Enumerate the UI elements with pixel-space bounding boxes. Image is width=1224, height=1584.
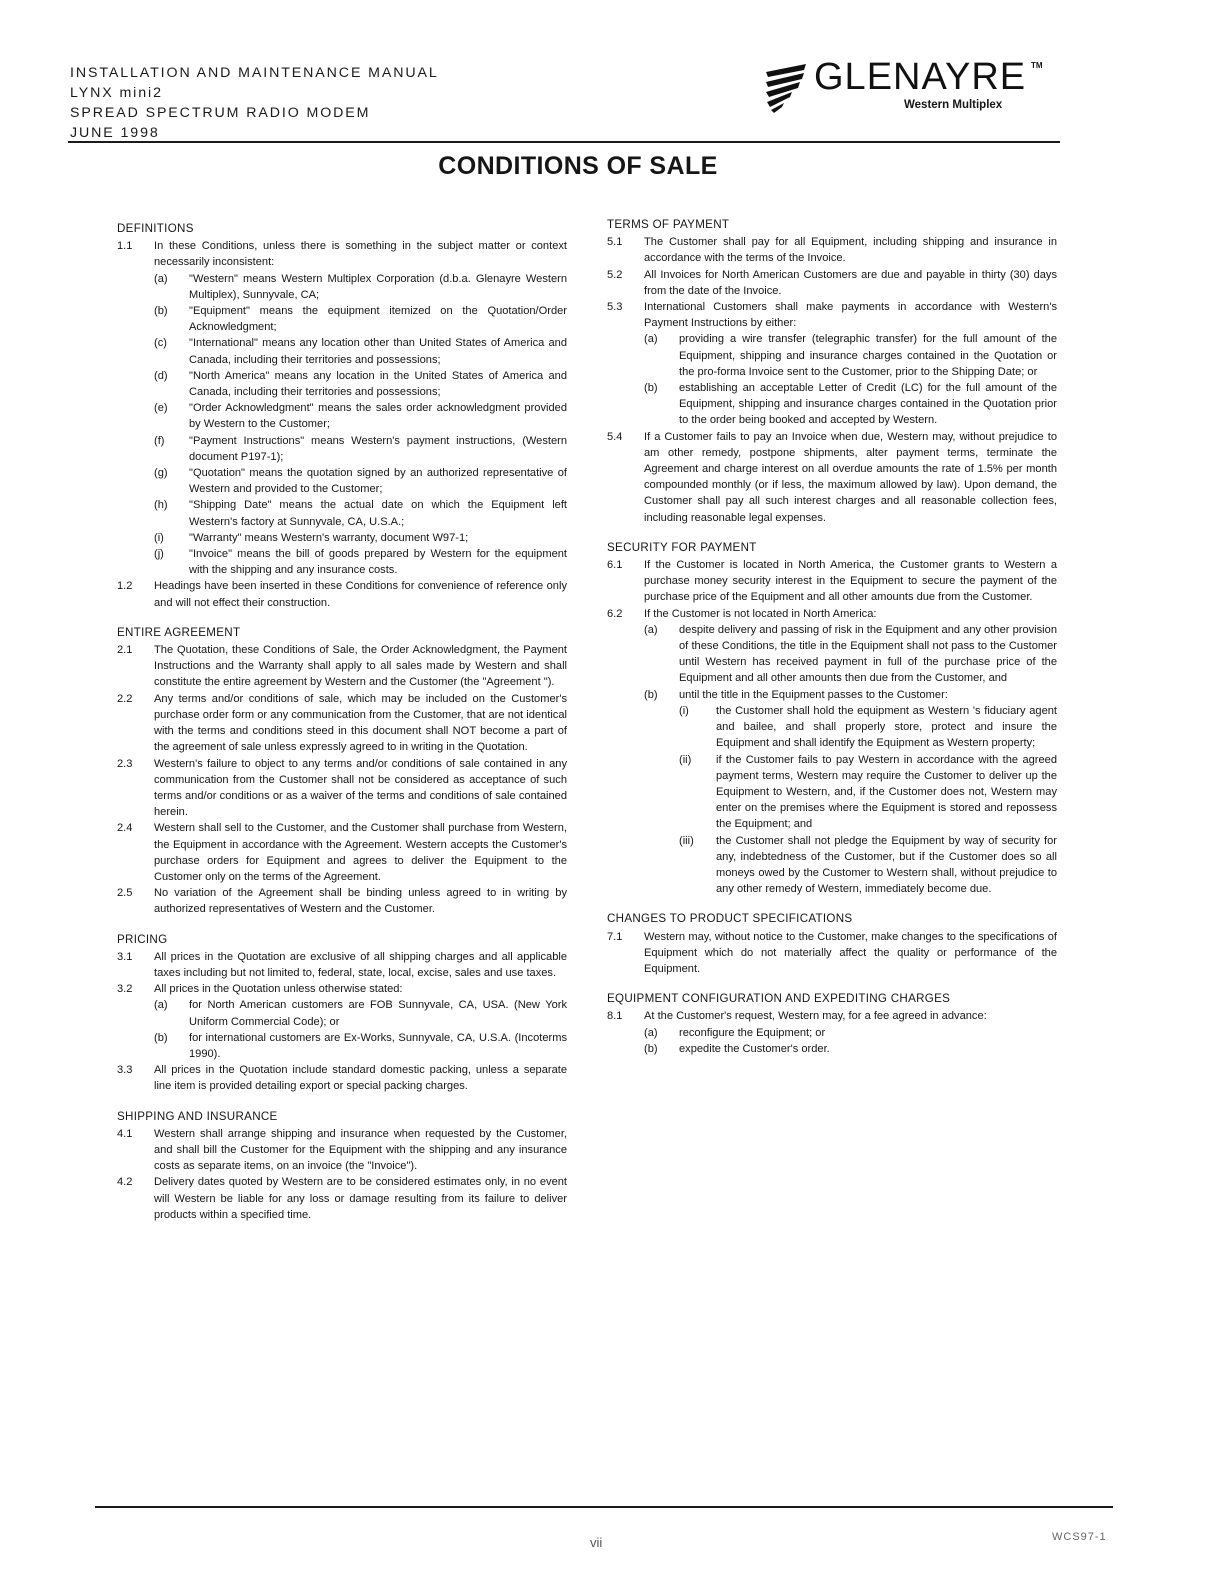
logo-trademark: TM xyxy=(1031,61,1043,70)
sub-clause xyxy=(154,530,567,546)
sub-clause-text: "Shipping Date" means the actual date on which the Equipment left Western's factory at Sunnyvale, CA, U.S.A.; xyxy=(189,499,567,528)
sub-clause-letter: (h) xyxy=(154,499,168,512)
section xyxy=(117,611,567,918)
clause-text: Headings have been inserted in these Conditions for convenience of reference only and will not effect their construction. xyxy=(154,580,567,609)
sub-clause-letter: (a) xyxy=(644,623,658,636)
header-rule xyxy=(68,141,1060,143)
clause-number: 6.2 xyxy=(607,607,623,620)
section-heading: DEFINITIONS xyxy=(117,222,194,235)
sub-sub-clause xyxy=(679,752,1057,833)
section-heading: SECURITY FOR PAYMENT xyxy=(607,540,757,554)
section-heading: CHANGES TO PRODUCT SPECIFICATIONS xyxy=(607,912,853,926)
sub-clause-text: "Payment Instructions" means Western's payment instructions, (Western document P197-1); xyxy=(189,434,567,463)
clause-text: If the Customer is not located in North America: xyxy=(644,607,877,620)
sub-clause-letter: (a) xyxy=(154,272,168,285)
clause-number: 5.3 xyxy=(607,301,623,314)
clause-text: If the Customer is located in North America, the Customer grants to Western a purchase money security interest in the Equipment to secure the payment of the purchase price of the Equipment and all other amounts due from the Customer. xyxy=(644,559,1057,604)
sub-clause-letter: (b) xyxy=(154,305,168,318)
sub-sub-clause xyxy=(679,703,1057,752)
sub-clause xyxy=(154,1030,567,1062)
sub-clause-letter: (b) xyxy=(644,1042,658,1055)
sub-clause-letter: (i) xyxy=(154,531,164,544)
clause-number: 5.4 xyxy=(607,430,623,443)
clause xyxy=(607,929,1057,978)
sub-clause-text: for North American customers are FOB Sunnyvale, CA, USA. (New York Uniform Commercial Code); or xyxy=(189,999,567,1028)
clause-text: All prices in the Quotation unless otherwise stated: xyxy=(154,983,403,996)
sub-clause xyxy=(154,497,567,529)
clause-number: 3.2 xyxy=(117,983,133,996)
sub-clause-text: expedite the Customer's order. xyxy=(679,1042,830,1055)
right-column xyxy=(607,217,1057,1057)
clause-number: 6.1 xyxy=(607,559,623,572)
sub-clause xyxy=(154,400,567,432)
clause-number: 1.1 xyxy=(117,240,133,253)
sub-sub-clause-text: the Customer shall hold the equipment as Western 's fiduciary agent and bailee, and shall properly store, protect and insure the Equipment and shall identify the Equipment as Western property; xyxy=(716,704,1057,750)
sub-clause xyxy=(644,622,1057,687)
logo-subtitle: Western Multiplex xyxy=(904,99,1003,111)
clause-number: 7.1 xyxy=(607,930,623,943)
section-spacer xyxy=(117,918,567,932)
clause-number: 3.1 xyxy=(117,950,133,963)
section xyxy=(117,1095,567,1223)
sub-sub-clause-numeral: (ii) xyxy=(679,753,692,766)
clause xyxy=(607,267,1057,299)
clause-number: 3.3 xyxy=(117,1064,133,1077)
clause-number: 4.1 xyxy=(117,1127,133,1140)
clause xyxy=(607,606,1057,622)
sub-clause xyxy=(644,331,1057,380)
clause-text: No variation of the Agreement shall be binding unless agreed to in writing by authorized representatives of Western and the Customer. xyxy=(154,887,567,916)
clause xyxy=(117,1174,567,1223)
clause-text: If a Customer fails to pay an Invoice when due, Western may, without prejudice to am other remedy, postpone shipments, alter payment terms, terminate the Agreement and charge interest on all overdue amounts the rate of 1.5% per month compounded monthly (or if less, the maximum allowed by law). Upon demand, the Customer shall pay all such interest charges and all reasonable collection fees, including reasonable legal expenses. xyxy=(644,430,1057,524)
sub-clause-letter: (a) xyxy=(644,1026,658,1039)
sub-clause-letter: (e) xyxy=(154,402,168,415)
sub-clause-letter: (g) xyxy=(154,467,168,480)
clause xyxy=(117,1126,567,1175)
sub-clause-text: "Quotation" means the quotation signed by an authorized representative of Western and provided to the Customer; xyxy=(189,467,567,496)
clause-number: 2.4 xyxy=(117,822,133,835)
clause-text: All Invoices for North American Customers are due and payable in thirty (30) days from the date of the Invoice. xyxy=(644,268,1057,297)
sub-clause-text: for international customers are Ex-Works, Sunnyvale, CA, U.S.A. (Incoterms 1990). xyxy=(189,1031,567,1060)
sub-clause xyxy=(644,1025,1057,1041)
sub-clause-text: "Invoice" means the bill of goods prepared by Western for the equipment with the shipping and any insurance costs. xyxy=(189,548,567,577)
sub-sub-clause-text: if the Customer fails to pay Western in accordance with the agreed payment terms, Western may require the Customer to deliver up the Equipment to Western, and, if the Customer does not, Western may enter on the premises where the Equipment is stored and repossess the Equipment; and xyxy=(716,753,1057,831)
sub-clause-letter: (f) xyxy=(154,434,165,447)
section-spacer xyxy=(607,526,1057,540)
section-heading: ENTIRE AGREEMENT xyxy=(117,625,241,639)
sub-clause xyxy=(154,368,567,400)
sub-clause-text: "Warranty" means Western's warranty, document W97-1; xyxy=(189,531,469,544)
section-spacer xyxy=(607,977,1057,991)
glenayre-logo xyxy=(760,58,1060,118)
section-heading: TERMS OF PAYMENT xyxy=(607,218,730,231)
sub-sub-clause-text: the Customer shall not pledge the Equipment by way of security for any, indebtedness of the Customer, but if the Customer does so all moneys owed by the Customer to Western shall, without prejudice to any other remedy of Western, immediately become due. xyxy=(716,834,1057,896)
clause-text: Delivery dates quoted by Western are to be considered estimates only, in no event will Western be liable for any loss or damage resulting from its failure to deliver products within a specified time. xyxy=(154,1176,567,1221)
section xyxy=(607,977,1057,1057)
section-spacer xyxy=(117,611,567,625)
header-line-4: JUNE 1998 xyxy=(70,125,160,141)
sub-clause-text: "International" means any location other than United States of America and Canada, including their territories and possessions; xyxy=(189,337,567,366)
sub-clause-letter: (a) xyxy=(644,333,658,346)
header-line-1: INSTALLATION AND MAINTENANCE MANUAL xyxy=(70,65,439,81)
clause xyxy=(607,429,1057,526)
sub-clause xyxy=(644,380,1057,429)
clause xyxy=(117,642,567,691)
clause-number: 5.1 xyxy=(607,236,623,249)
sub-clause xyxy=(154,335,567,367)
header-line-3: SPREAD SPECTRUM RADIO MODEM xyxy=(70,105,371,121)
clause xyxy=(607,1008,1057,1024)
sub-clause-text: "Equipment" means the equipment itemized on the Quotation/Order Acknowledgment; xyxy=(189,305,567,334)
clause-text: At the Customer's request, Western may, for a fee agreed in advance: xyxy=(644,1010,987,1023)
section xyxy=(117,221,567,611)
section xyxy=(117,918,567,1095)
clause xyxy=(607,557,1057,606)
sub-clause xyxy=(154,465,567,497)
sub-clause-letter: (a) xyxy=(154,999,168,1012)
sub-clause xyxy=(644,1041,1057,1057)
clause xyxy=(607,234,1057,266)
clause xyxy=(117,578,567,610)
section xyxy=(607,526,1057,897)
clause-text: In these Conditions, unless there is something in the subject matter or context necessarily inconsistent: xyxy=(154,240,567,269)
document-code: WCS97-1 xyxy=(1052,1531,1107,1543)
header-line-2: LYNX mini2 xyxy=(70,85,163,101)
section-heading: EQUIPMENT CONFIGURATION AND EXPEDITING CHARGES xyxy=(607,992,951,1006)
clause xyxy=(117,820,567,885)
document-header xyxy=(70,63,439,143)
clause xyxy=(117,1062,567,1094)
clause-number: 2.2 xyxy=(117,692,133,705)
page-title: CONDITIONS OF SALE xyxy=(438,152,718,180)
sub-clause-letter: (b) xyxy=(644,688,658,701)
sub-clause-text: "North America" means any location in the United States of America and Canada, including their territories and possessions; xyxy=(189,369,567,399)
sub-clause xyxy=(154,433,567,465)
clause-number: 2.1 xyxy=(117,644,133,657)
sub-clause xyxy=(644,687,1057,703)
clause-number: 5.2 xyxy=(607,268,623,281)
sub-clause xyxy=(154,271,567,303)
sub-sub-clause xyxy=(679,833,1057,898)
sub-clause xyxy=(154,997,567,1029)
sub-clause-text: establishing an acceptable Letter of Credit (LC) for the full amount of the Equipment, shipping and insurance charges contained in the Quotation prior to the order being booked and accepted by Western. xyxy=(679,382,1057,427)
clause-number: 2.5 xyxy=(117,887,133,900)
clause xyxy=(117,756,567,821)
footer-rule xyxy=(95,1506,1113,1508)
clause-text: Western shall arrange shipping and insurance when requested by the Customer, and shall bill the Customer for the Equipment with the shipping and any insurance costs as separate items, on an invoice (the "Invoice"). xyxy=(154,1127,567,1173)
section xyxy=(607,217,1057,526)
sub-clause-letter: (b) xyxy=(154,1031,168,1044)
sub-sub-clause-numeral: (i) xyxy=(679,704,689,717)
sub-clause-text: "Western" means Western Multiplex Corporation (d.b.a. Glenayre Western Multiplex), Sunnyvale, CA; xyxy=(189,272,567,301)
sub-sub-clause-numeral: (iii) xyxy=(679,834,694,847)
clause-number: 1.2 xyxy=(117,580,133,593)
clause xyxy=(117,949,567,981)
clause-number: 2.3 xyxy=(117,757,133,770)
clause-text: Western may, without notice to the Customer, make changes to the specifications of Equipment which do not materially affect the quality or performance of the Equipment. xyxy=(644,930,1057,975)
section-heading: SHIPPING AND INSURANCE xyxy=(117,1109,278,1123)
sub-clause-letter: (c) xyxy=(154,337,167,350)
sub-clause-text: "Order Acknowledgment" means the sales order acknowledgment provided by Western to the Customer; xyxy=(189,402,567,431)
sub-clause-letter: (d) xyxy=(154,369,168,382)
clause-text: International Customers shall make payments in accordance with Western's Payment Instructions by either: xyxy=(644,301,1057,330)
clause-text: The Quotation, these Conditions of Sale, the Order Acknowledgment, the Payment Instructions and the Warranty shall apply to all sales made by Western and shall constitute the entire agreement by Western and the Customer (the "Agreement "). xyxy=(154,644,567,689)
sub-clause-text: providing a wire transfer (telegraphic transfer) for the full amount of the Equipment, shipping and insurance charges contained in the Quotation or the pro-forma Invoice sent to the Customer, prior to the Shipping Date; or xyxy=(679,333,1057,378)
section-spacer xyxy=(117,1095,567,1109)
sub-clause-letter: (b) xyxy=(644,382,658,395)
sub-clause-text: until the title in the Equipment passes to the Customer: xyxy=(679,688,948,701)
clause-text: The Customer shall pay for all Equipment, including shipping and insurance in accordance with the terms of the Invoice. xyxy=(644,236,1057,265)
sub-clause xyxy=(154,546,567,578)
page-number: vii xyxy=(590,1535,603,1550)
sub-clause-text: despite delivery and passing of risk in the Equipment and any other provision of these Conditions, the title in the Equipment shall not pass to the Customer until Western has received payment in full of the purchase price of the Equipment and all other amounts then due from the Customer, and xyxy=(679,623,1057,685)
clause-text: Western shall sell to the Customer, and the Customer shall purchase from Western, the Equipment in accordance with the Agreement. Western accepts the Customer's purchase orders for Equipment and agrees to deliver the Equipment to the Customer only on the terms of the Agreement. xyxy=(154,822,567,883)
left-column xyxy=(117,221,567,1223)
clause-text: All prices in the Quotation are exclusive of all shipping charges and all applicable taxes including but not limited to, federal, state, local, excise, sales and use taxes. xyxy=(154,950,567,979)
clause xyxy=(117,691,567,756)
clause-number: 4.2 xyxy=(117,1176,133,1189)
section-heading: PRICING xyxy=(117,932,168,946)
logo-wordmark: GLENAYRE xyxy=(814,56,1027,98)
clause-text: Any terms and/or conditions of sale, which may be included on the Customer's purchase order form or any communication from the Customer, that are not identical with the terms and conditions steed in this document shall NOT become a part of the agreement of sale unless expressly agreed to in writing in the Quotation. xyxy=(154,692,567,754)
clause-number: 8.1 xyxy=(607,1010,623,1023)
clause-text: All prices in the Quotation include standard domestic packing, unless a separate line item is provided detailing export or special packing charges. xyxy=(154,1064,567,1093)
section-spacer xyxy=(607,897,1057,911)
section xyxy=(607,897,1057,977)
glenayre-swoosh-icon xyxy=(762,62,814,114)
sub-clause xyxy=(154,303,567,335)
sub-clause-letter: (j) xyxy=(154,548,164,561)
clause xyxy=(607,299,1057,331)
sub-clause-text: reconfigure the Equipment; or xyxy=(679,1026,826,1039)
clause xyxy=(117,885,567,917)
clause-text: Western's failure to object to any terms and/or conditions of sale contained in any communication from the Customer shall not be considered as acceptance of such terms and/or conditions or as a waiver of the terms and conditions of sale contained herein. xyxy=(154,757,567,819)
clause xyxy=(117,238,567,270)
clause xyxy=(117,981,567,997)
